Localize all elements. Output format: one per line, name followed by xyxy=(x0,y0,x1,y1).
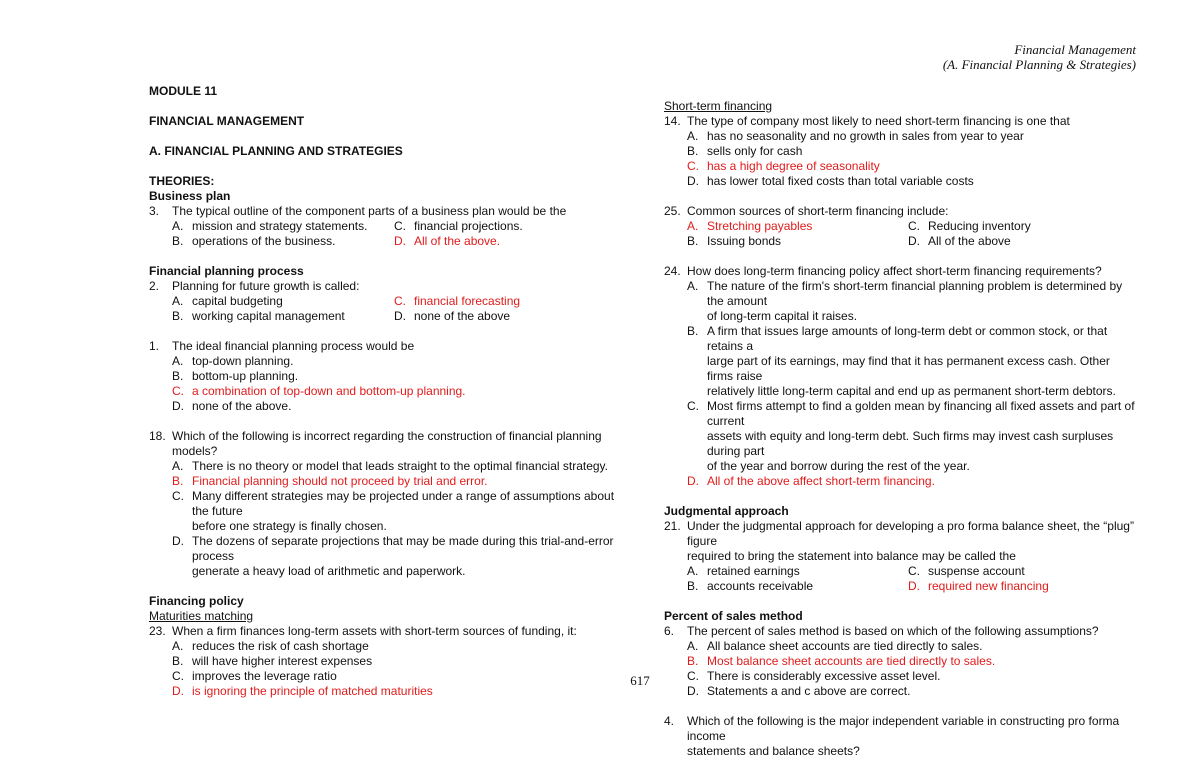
option-c-answer: C. a combination of top-down and bottom-up planning. xyxy=(172,384,466,398)
options-row: B. accounts receivable D. required new financing xyxy=(687,579,1049,593)
option-a: capital budgeting xyxy=(192,294,283,308)
option-b: B. bottom-up planning. xyxy=(172,369,299,383)
options-row: A. mission and strategy statements. C. financial projections. xyxy=(172,219,523,233)
question-3 xyxy=(149,204,629,219)
option-d: D. The dozens of separate projections that may be made during this trial-and-error process xyxy=(172,534,614,563)
question-24: 24. How does long-term financing policy affect short-term financing requirements? xyxy=(664,264,1102,278)
options-row: A. retained earnings C. suspense account xyxy=(687,564,1025,578)
option-b: operations of the business. xyxy=(192,234,336,248)
option-d: none of the above xyxy=(414,309,511,323)
question-1: 1. The ideal financial planning process would be xyxy=(149,339,415,353)
option-d-answer: All of the above. xyxy=(414,234,501,248)
option-d-answer: D. All of the above affect short-term financing. xyxy=(687,474,935,488)
option-a: retained earnings xyxy=(707,564,800,578)
topic-heading-judgmental-approach: Judgmental approach xyxy=(664,504,789,518)
option-c: financial projections. xyxy=(414,219,523,233)
option-a: A. top-down planning. xyxy=(172,354,294,368)
question-14: 14. The type of company most likely to need short-term financing is one that xyxy=(664,114,1070,128)
option-c: C. Many different strategies may be projected under a range of assumptions about the future xyxy=(172,489,615,518)
module-heading: MODULE 11 xyxy=(149,84,218,98)
option-d-answer: D. is ignoring the principle of matched maturities xyxy=(172,684,433,698)
option-c-continued: before one strategy is finally chosen. xyxy=(192,519,387,533)
topic-heading-percent-of-sales: Percent of sales method xyxy=(664,609,803,623)
option-b-answer: B. Financial planning should not proceed by trial and error. xyxy=(172,474,488,488)
option-a-answer: Stretching payables xyxy=(707,219,813,233)
option-a: A. has no seasonality and no growth in sales from year to year xyxy=(687,129,1024,143)
options-row: A. capital budgeting C. financial forecasting xyxy=(172,294,521,308)
question-25: 25. Common sources of short-term financing include: xyxy=(664,204,949,218)
option-b: B. will have higher interest expenses xyxy=(172,654,373,668)
option-d-answer: required new financing xyxy=(928,579,1049,593)
option-c-answer: C. has a high degree of seasonality xyxy=(687,159,880,173)
header-title: Financial Management xyxy=(1014,42,1136,57)
option-d: D. none of the above. xyxy=(172,399,292,413)
topic-heading-business-plan: Business plan xyxy=(149,189,231,203)
option-c-answer: financial forecasting xyxy=(414,294,521,308)
theories-heading: THEORIES: xyxy=(149,174,215,188)
running-header xyxy=(943,42,1136,72)
option-d: D. Statements a and c above are correct. xyxy=(687,684,911,698)
topic-heading-financial-planning-process: Financial planning process xyxy=(149,264,304,278)
page-number: 617 xyxy=(630,673,650,688)
subtopic-heading-maturities: Maturities matching xyxy=(149,609,254,623)
option-b: accounts receivable xyxy=(707,579,814,593)
option-d: All of the above xyxy=(928,234,1011,248)
header-subtitle: (A. Financial Planning & Strategies) xyxy=(942,57,1136,72)
topic-heading-financing-policy: Financing policy xyxy=(149,594,244,608)
option-b: Issuing bonds xyxy=(707,234,782,248)
question-number: 3. xyxy=(149,204,160,218)
question-23: 23. When a firm finances long-term assets with short-term sources of funding, it: xyxy=(149,624,577,638)
option-b-answer: B. Most balance sheet accounts are tied directly to sales. xyxy=(687,654,996,668)
option-a: A. All balance sheet accounts are tied directly to sales. xyxy=(687,639,983,653)
question-2: 2. Planning for future growth is called: xyxy=(149,279,360,293)
option-a: mission and strategy statements. xyxy=(192,219,368,233)
question-4: 4. Which of the following is the major independent variable in constructing pro forma income xyxy=(664,714,1120,743)
option-b: working capital management xyxy=(192,309,345,323)
option-a: A. There is no theory or model that leads straight to the optimal financial strategy. xyxy=(172,459,608,473)
options-row: B. operations of the business. D. All of the above. xyxy=(172,234,501,248)
left-column xyxy=(149,84,629,699)
option-b: B. A firm that issues large amounts of long-term debt or common stock, or that retains a xyxy=(687,324,1108,353)
option-b: B. sells only for cash xyxy=(687,144,803,158)
option-c: C. There is considerably excessive asset level. xyxy=(687,669,941,683)
option-c: C. improves the leverage ratio xyxy=(172,669,337,683)
options-row: B. Issuing bonds D. All of the above xyxy=(687,234,1011,248)
subject-heading: FINANCIAL MANAGEMENT xyxy=(149,114,305,128)
question-18: 18. Which of the following is incorrect regarding the construction of financial planning models? xyxy=(149,429,602,458)
option-c: Reducing inventory xyxy=(928,219,1031,233)
section-heading: A. FINANCIAL PLANNING AND STRATEGIES xyxy=(149,144,403,158)
subtopic-heading-short-term-financing: Short-term financing xyxy=(664,99,773,113)
options-row: B. working capital management D. none of the above xyxy=(172,309,511,323)
option-c: suspense account xyxy=(928,564,1025,578)
question-6: 6. The percent of sales method is based on which of the following assumptions? xyxy=(664,624,1099,638)
option-c: C. Most firms attempt to find a golden mean by financing all fixed assets and part of current xyxy=(687,399,1135,428)
question-21: 21. Under the judgmental approach for developing a pro forma balance sheet, the “plug” figure xyxy=(664,519,1134,548)
option-d: D. has lower total fixed costs than total variable costs xyxy=(687,174,974,188)
option-a: A. The nature of the firm's short-term financial planning problem is determined by the amount xyxy=(687,279,1123,308)
question-text: The typical outline of the component parts of a business plan would be the xyxy=(172,204,567,218)
options-row: A. Stretching payables C. Reducing inventory xyxy=(687,219,1031,233)
option-d-continued: generate a heavy load of arithmetic and paperwork. xyxy=(192,564,466,578)
right-column: Short-term financing 14. The type of company most likely to need short-term financing is one that A. has no seasonality and no growth in sales from year to year B. sells only for cash C. has a high degree of seasonality D. has lower total fixed costs than total variable costs 25. Common sources of short-term financing include: A. Stretching payables C. Reducing inventory B. Issuing bonds D. All of the above 24. How does long-term financing policy affect short-term financing requirements? A. The nature of the firm's short-term financial planning problem is determined by the amount of long-term capital it raises. B. A firm that issues large amounts of long-term debt or common stock, or that retains a large part of its earnings, may find that it has permanent excess cash. Other firms raise relatively little long-term capital and end up as permanent short-term debtors. C. Most firms attempt to find a golden mean by financing all fixed assets and part of current assets with equity and long-term debt. Such firms may invest cash surpluses during part of the year and borrow during the rest of the year. D. All of the above affect short-term financing. Judgmental approach 21. Under the judgmental approach for developing a pro forma balance sheet, the “plug” figure required to bring the statement into balance may be called the A. retained earnings C. suspense account B. accounts receivable D. required new financing Percent of sales method 6. The percent of sales method is based on which of the following assumptions? A. All balance sheet accounts are tied directly to sales. B. Most balance sheet accounts are tied directly to sales. C. There is considerably excessive asset level. D. Statements a and c above are correct. 4. Which of the following is the major independent variable in constructing pro forma income statements and balance sheets? xyxy=(664,99,1138,759)
option-a: A. reduces the risk of cash shortage xyxy=(172,639,369,653)
